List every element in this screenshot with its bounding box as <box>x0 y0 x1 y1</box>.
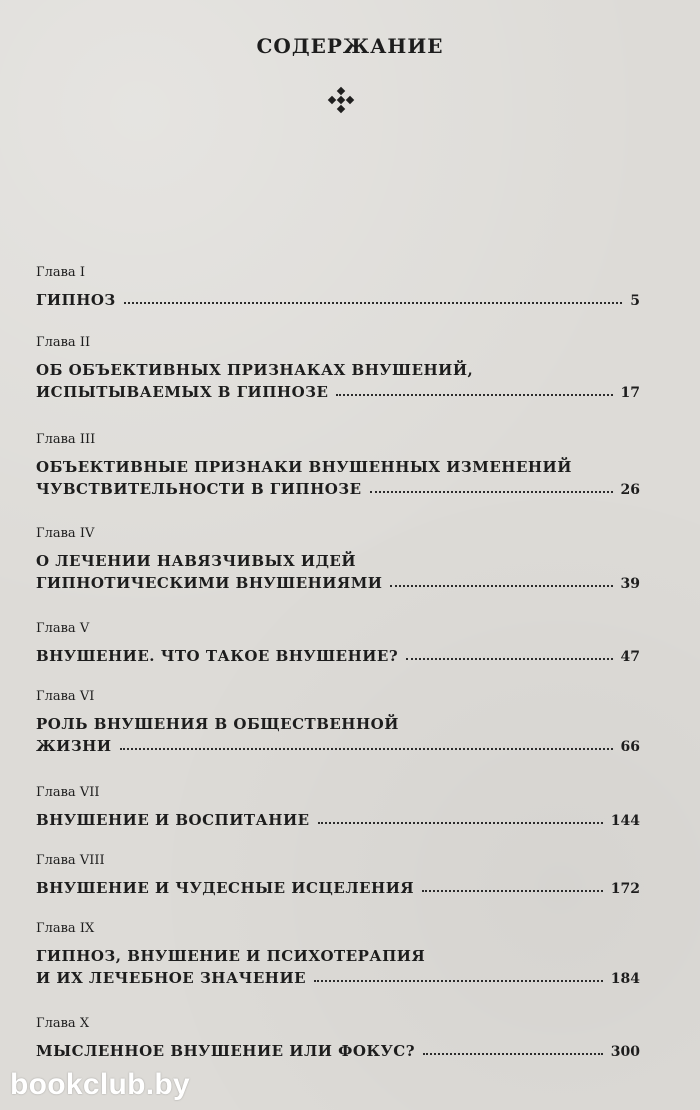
chapter-title-line: О ЛЕЧЕНИИ НАВЯЗЧИВЫХ ИДЕЙ <box>36 552 357 570</box>
chapter-2 <box>36 334 640 404</box>
toc-entry-line <box>36 572 640 595</box>
chapter-title: ВНУШЕНИЕ И ЧУДЕСНЫЕ ИСЦЕЛЕНИЯ <box>36 879 415 897</box>
leader-dots <box>406 658 612 660</box>
chapter-4 <box>36 525 640 595</box>
chapter-label: Глава VIII <box>36 853 105 868</box>
chapter-8 <box>36 852 640 900</box>
chapter-title-line: ГИПНОЗ, ВНУШЕНИЕ И ПСИХОТЕРАПИЯ <box>36 947 426 965</box>
toc-entry-line <box>36 645 640 668</box>
chapter-5 <box>36 620 640 668</box>
page-number: 66 <box>620 739 640 755</box>
chapter-title-line: РОЛЬ ВНУШЕНИЯ В ОБЩЕСТВЕННОЙ <box>36 715 399 733</box>
leader-dots <box>120 748 613 750</box>
chapter-6 <box>36 688 640 758</box>
chapter-title: ЖИЗНИ <box>36 737 112 755</box>
page-number: 184 <box>610 971 640 987</box>
toc-entry-line <box>36 809 640 832</box>
leader-dots <box>423 1053 603 1055</box>
chapter-7 <box>36 784 640 832</box>
chapter-9 <box>36 920 640 990</box>
page-number: 172 <box>610 881 640 897</box>
leader-dots <box>370 491 613 493</box>
chapter-title: И ИХ ЛЕЧЕБНОЕ ЗНАЧЕНИЕ <box>36 969 307 987</box>
ornament-diamond-icon <box>327 86 355 114</box>
chapter-title: ГИПНОЗ <box>36 291 116 309</box>
chapter-label: Глава III <box>36 432 96 447</box>
leader-dots <box>336 394 612 396</box>
leader-dots <box>318 822 603 824</box>
chapter-title: ГИПНОТИЧЕСКИМИ ВНУШЕНИЯМИ <box>36 574 383 592</box>
toc-entry-line <box>36 1040 640 1063</box>
page-number: 39 <box>620 576 640 592</box>
leader-dots <box>314 980 603 982</box>
chapter-label: Глава X <box>36 1016 90 1031</box>
toc-entry-line <box>36 478 640 501</box>
chapter-label: Глава II <box>36 335 91 350</box>
toc-entry-line <box>36 735 640 758</box>
chapter-3 <box>36 431 640 501</box>
chapter-title-line: ОБЪЕКТИВНЫЕ ПРИЗНАКИ ВНУШЕННЫХ ИЗМЕНЕНИЙ <box>36 458 572 476</box>
leader-dots <box>422 890 603 892</box>
chapter-title: ЧУВСТВИТЕЛЬНОСТИ В ГИПНОЗЕ <box>36 480 362 498</box>
leader-dots <box>390 585 612 587</box>
chapter-label: Глава IX <box>36 921 95 936</box>
toc-entry-line <box>36 967 640 990</box>
page-title: СОДЕРЖАНИЕ <box>256 34 444 58</box>
chapter-title: ИСПЫТЫВАЕМЫХ В ГИПНОЗЕ <box>36 383 329 401</box>
chapter-label: Глава I <box>36 265 85 280</box>
leader-dots <box>124 302 622 304</box>
page-number: 5 <box>630 293 640 309</box>
chapter-10 <box>36 1015 640 1063</box>
chapter-label: Глава IV <box>36 526 95 541</box>
watermark-text: bookclub.by <box>10 1068 190 1101</box>
page-number: 47 <box>620 649 640 665</box>
chapter-1 <box>36 264 640 312</box>
chapter-label: Глава VII <box>36 785 100 800</box>
toc-entry-line <box>36 877 640 900</box>
page-number: 17 <box>620 385 640 401</box>
page-number: 26 <box>620 482 640 498</box>
page-number: 300 <box>610 1044 640 1060</box>
chapter-title: ВНУШЕНИЕ. ЧТО ТАКОЕ ВНУШЕНИЕ? <box>36 647 399 665</box>
chapter-title-line: ОБ ОБЪЕКТИВНЫХ ПРИЗНАКАХ ВНУШЕНИЙ, <box>36 361 474 379</box>
page-number: 144 <box>610 813 640 829</box>
chapter-title: ВНУШЕНИЕ И ВОСПИТАНИЕ <box>36 811 310 829</box>
toc-entry-line <box>36 381 640 404</box>
chapter-title: МЫСЛЕННОЕ ВНУШЕНИЕ ИЛИ ФОКУС? <box>36 1042 415 1060</box>
toc-entry-line <box>36 289 640 312</box>
chapter-label: Глава VI <box>36 689 95 704</box>
chapter-label: Глава V <box>36 621 90 636</box>
